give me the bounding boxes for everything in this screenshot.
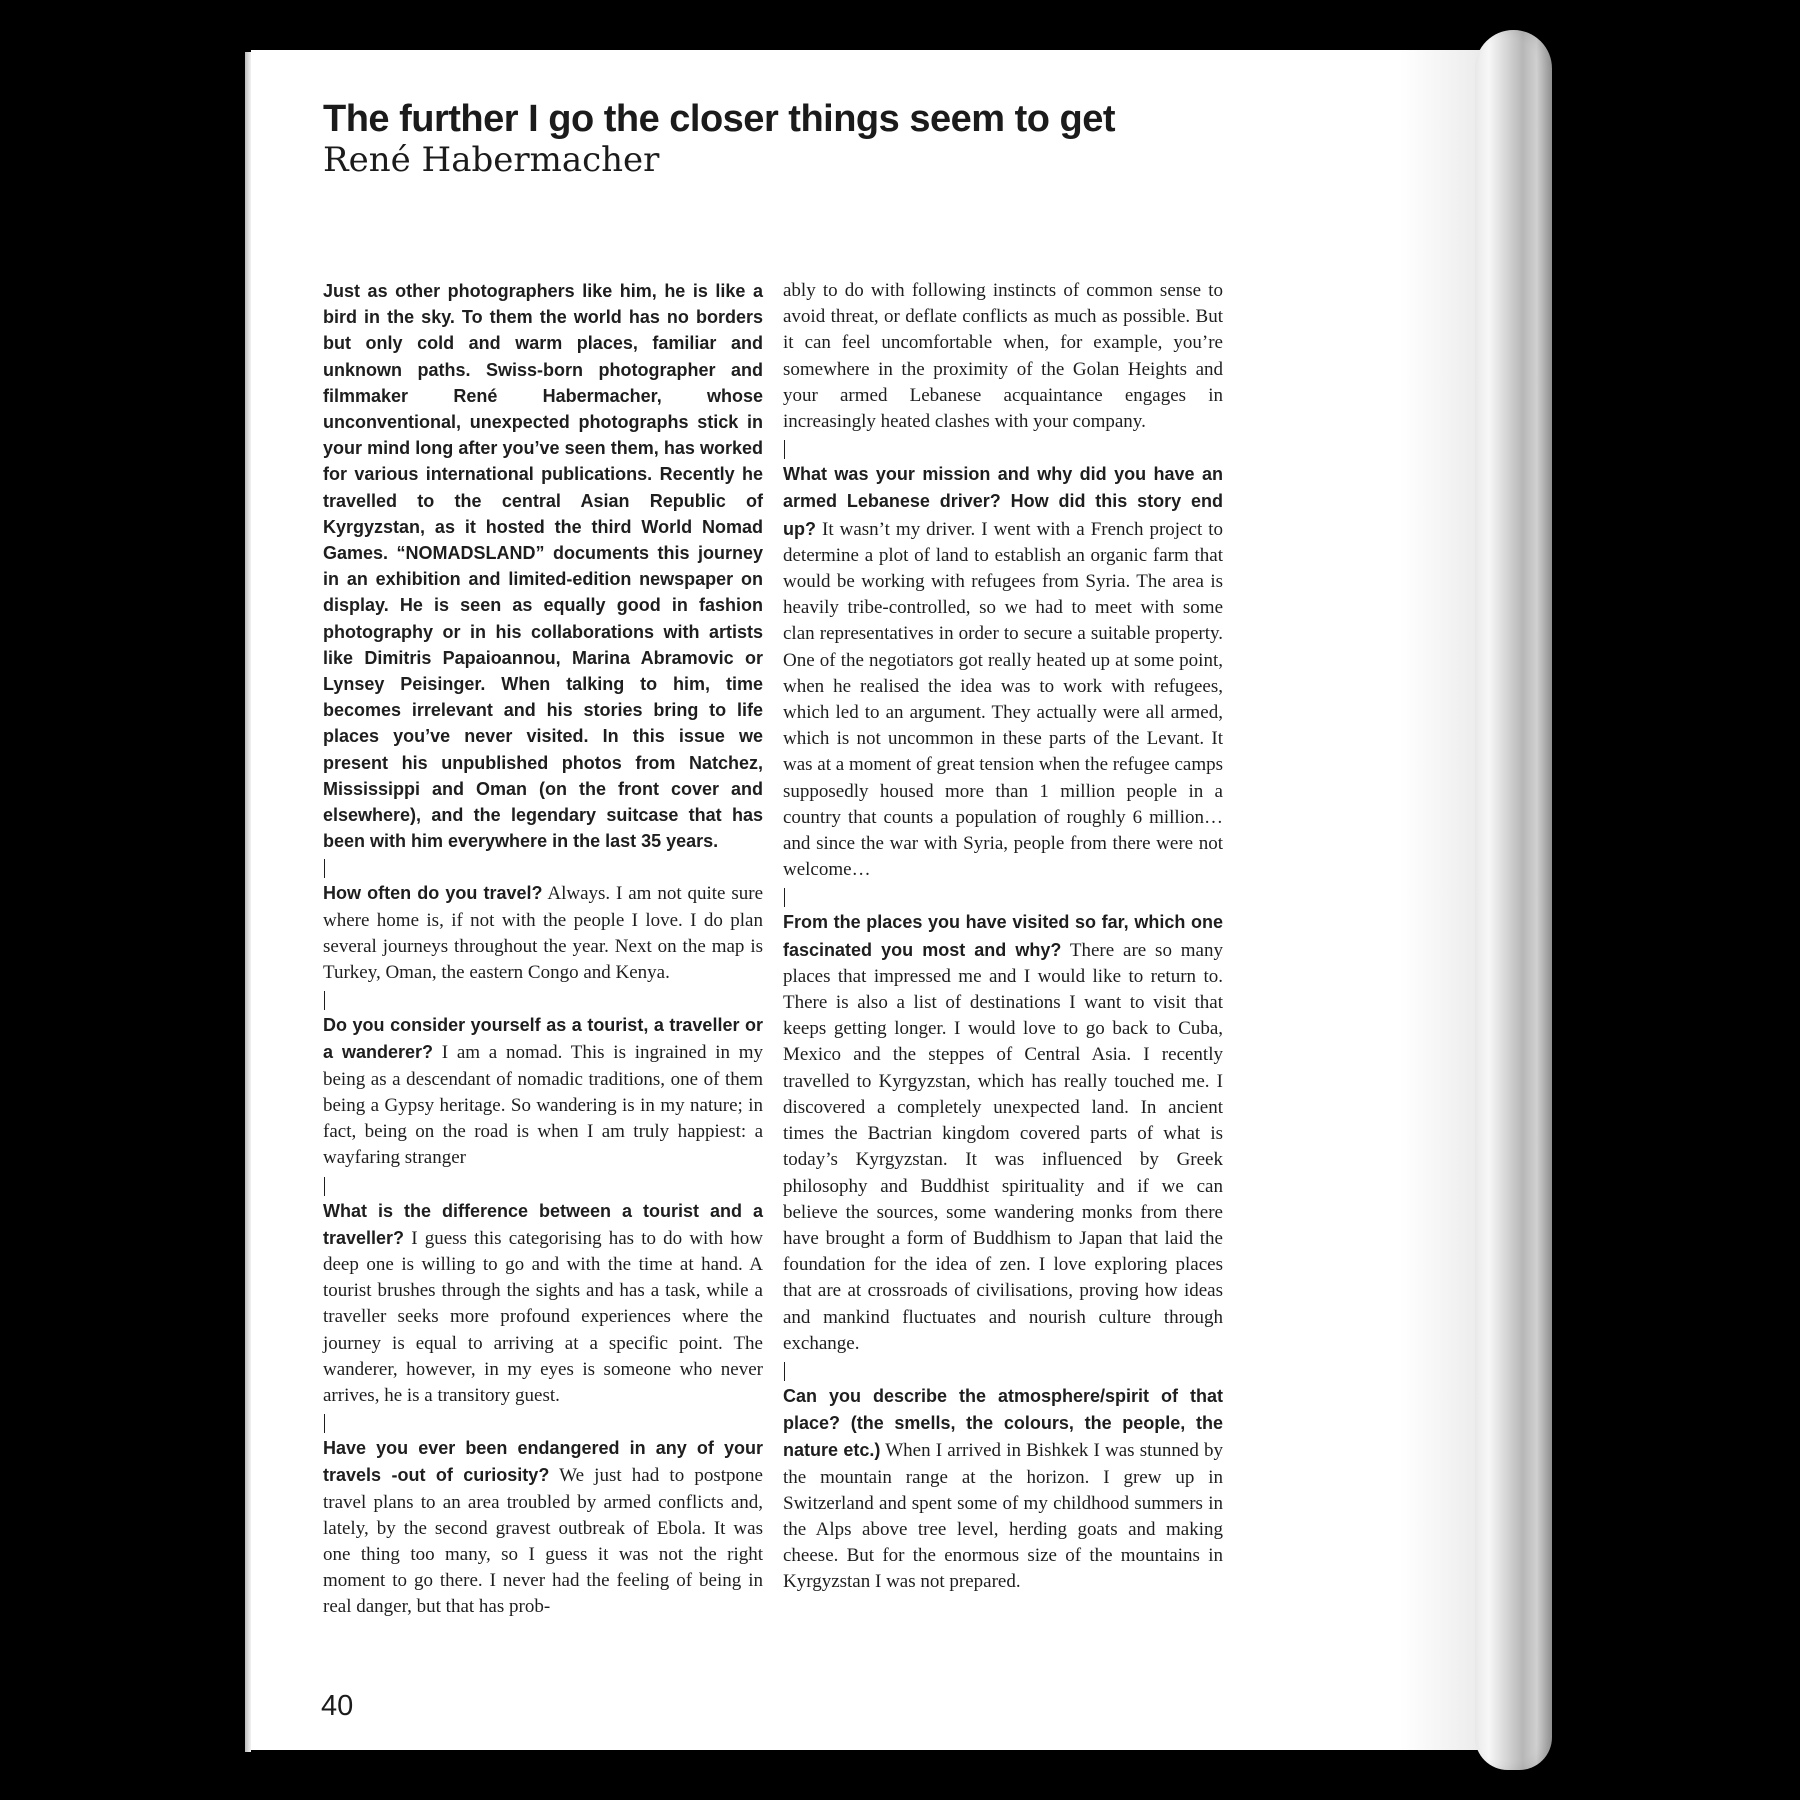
question: Do you consider yourself as a tourist, a traveller or a wanderer?	[323, 1015, 763, 1063]
page-curl	[1475, 30, 1552, 1770]
section-separator	[324, 859, 325, 878]
qa-block	[783, 461, 1223, 883]
section-separator	[324, 1414, 325, 1433]
qa-block	[783, 909, 1223, 1356]
answer: It wasn’t my driver. I went with a French project to determine a plot of land to establish an organic farm that would be working with refugees from Syria. The area is heavily tribe-controlled, so we had to meet with some clan representatives in order to secure a suitable property. One of the negotiators got really heated up at some point, when he realised the idea was to work with refugees, which led to an argument. They actually were all armed, which is not uncommon in these parts of the Levant. It was at a moment of great tension when the refugee camps supposedly housed more than 1 million people in a country that counts a population of roughly 6 million… and since the war with Syria, people from there were not welcome…	[783, 518, 1224, 881]
section-separator	[784, 888, 785, 907]
question: Have you ever been endangered in any of your travels -out of curiosity?	[323, 1438, 763, 1486]
section-separator	[784, 440, 785, 459]
article-author: René Habermacher	[323, 140, 660, 180]
text-column-left	[323, 278, 763, 1621]
page-number: 40	[321, 1690, 354, 1722]
section-separator	[324, 991, 325, 1010]
answer-part-one: We just had to postpone travel plans to an area troubled by armed conflicts and, lately, by the second gravest outbreak of Ebola. It was one thing too many, so I guess it was not the right moment to go there. I never had the feeling of being in real danger, but that has prob-	[323, 1465, 763, 1618]
question: What was your mission and why did you have an armed Lebanese driver? How did this story end up?	[783, 464, 1223, 539]
answer: I guess this categorising has to do with how deep one is willing to go and with the time at hand. A tourist brushes through the sights and has a task, while a traveller seeks more profound experiences where the journey is equal to arriving at a specific point. The wanderer, however, in my eyes is someone who never arrives, he is a transitory guest.	[323, 1227, 764, 1406]
answer-part-two: ably to do with following instincts of common sense to avoid threat, or deflate conflicts as much as possible. But it can feel uncomfortable when, for example, you’re somewhere in the proximity of the Golan Heights and your armed Lebanese acquaintance engages in increasingly heated clashes with your company.	[783, 280, 1223, 433]
article-title: The further I go the closer things seem to get	[323, 98, 1115, 140]
section-separator	[784, 1362, 785, 1381]
answer: Always. I am not quite sure where home is, if not with the people I love. I do plan several journeys throughout the year. Next on the map is Turkey, Oman, the eastern Congo and Kenya.	[323, 883, 764, 984]
question: Can you describe the atmosphere/spirit of that place? (the smells, the colours, the people, the nature etc.)	[783, 1385, 1223, 1461]
question: How often do you travel?	[323, 883, 543, 904]
answer: I am a nomad. This is ingrained in my being as a descendant of nomadic traditions, one of them being a Gypsy heritage. So wandering is in my nature; in fact, being on the road is when I am truly happiest: a wayfaring stranger	[323, 1042, 763, 1169]
qa-block	[323, 880, 763, 986]
qa-block	[323, 1198, 763, 1410]
question: What is the difference between a tourist and a traveller?	[323, 1200, 763, 1248]
text-column-right	[783, 278, 1223, 1596]
qa-block	[783, 1383, 1223, 1596]
qa-block	[323, 1012, 763, 1171]
intro-paragraph: Just as other photographers like him, he is like a bird in the sky. To them the world has no borders but only cold and warm places, familiar and unknown paths. Swiss-born photographer and filmmaker René Habermacher, whose unconventional, unexpected photographs stick in your mind long after you’ve seen them, has worked for various international publications. Recently he travelled to the central Asian Republic of Kyrgyzstan, as it hosted the third World Nomad Games. “NOMADSLAND” documents this journey in an exhibition and limited-edition newspaper on display. He is seen as equally good in fashion photography or in his collaborations with artists like Dimitris Papaioannou, Marina Abramovic or Lynsey Peisinger. When talking to him, time becomes irrelevant and his stories bring to life places you’ve never visited. In this issue we present his unpublished photos from Natchez, Mississippi and Oman (on the front cover and elsewhere), and the legendary suitcase that has been with him everywhere in the last 35 years.	[323, 281, 763, 852]
section-separator	[324, 1177, 325, 1196]
qa-block-continued	[783, 278, 1223, 435]
qa-block	[323, 1435, 763, 1620]
question: From the places you have visited so far, which one fascinated you most and why?	[783, 912, 1223, 960]
answer: There are so many places that impressed me and I would like to return to. There is also a list of destinations I want to visit that keeps getting longer. I would love to go back to Cuba, Mexico and the steppes of Central Asia. I recently travelled to Kyrgyzstan, which has really touched me. I discovered a completely unexpected land. In ancient times the Bactrian kingdom covered parts of what is today’s Kyrgyzstan. It was influenced by Greek philosophy and Buddhist spirituality and if we can believe the sources, some wandering monks from there have brought a form of Buddhism to Japan that laid the foundation for the idea of zen. I love exploring places that are at crossroads of civilisations, proving how ideas and mankind fluctuates and nourish culture through exchange.	[783, 939, 1223, 1354]
answer: When I arrived in Bishkek I was stunned by the mountain range at the horizon. I grew up in Switzerland and spent some of my childhood summers in the Alps above tree level, herding goats and making cheese. But for the enormous size of the mountains in Kyrgyzstan I was not prepared.	[783, 1440, 1223, 1593]
